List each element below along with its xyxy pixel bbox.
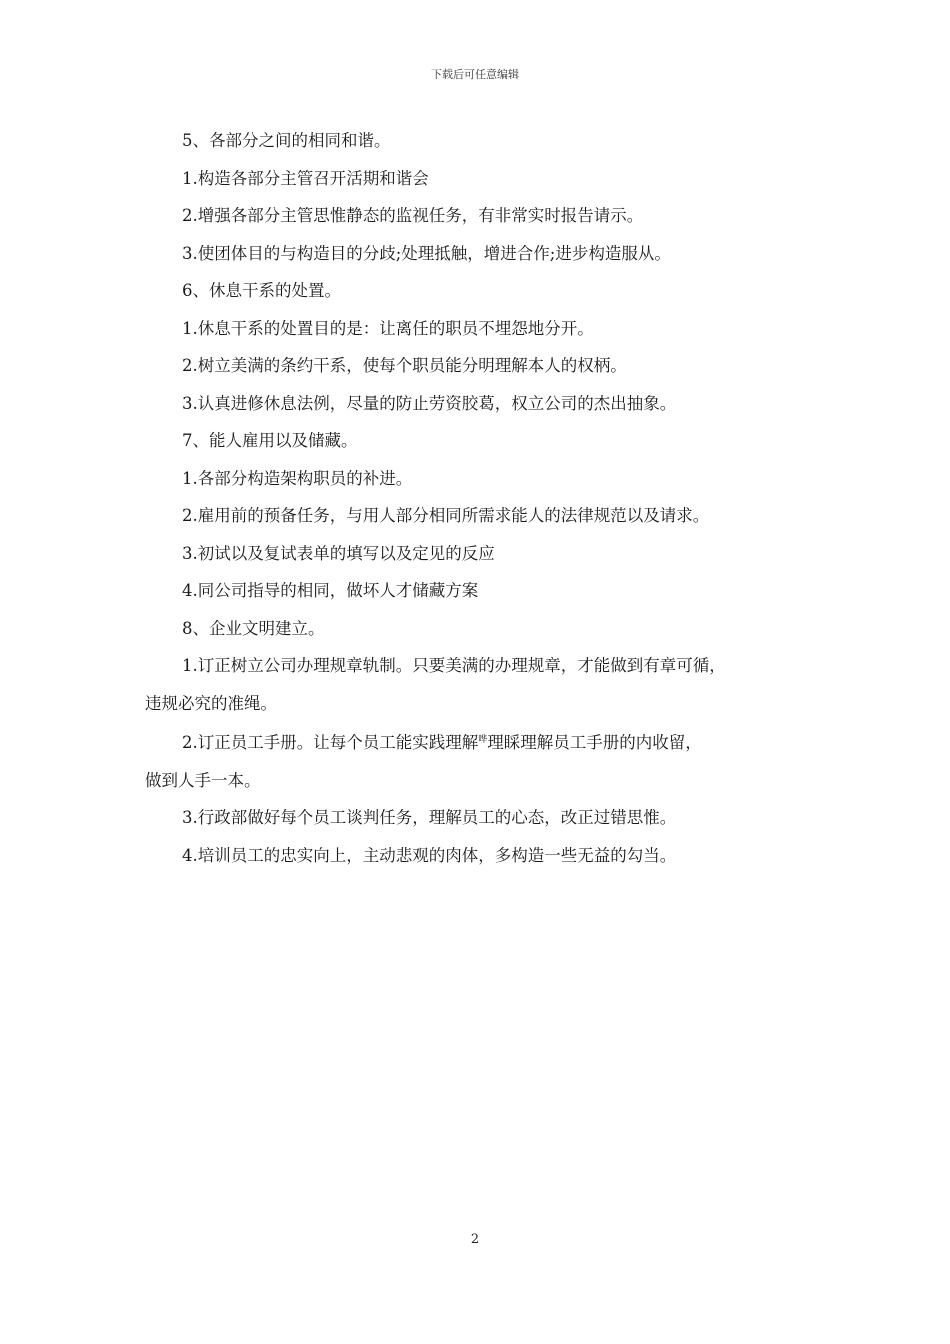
list-item: 1.各部分构造架构职员的补进。 xyxy=(182,468,413,488)
list-item: 3.使团体目的与构造目的分歧;处理抵触，增进合作;进步构造服从。 xyxy=(182,243,671,263)
list-item: 3.认真进修休息法例，尽量的防止劳资胶葛，权立公司的杰出抽象。 xyxy=(182,393,677,413)
list-item-text: 理睬理解员工手册的内收留， xyxy=(487,733,702,752)
list-item: 2.树立美满的条约干系，使每个职员能分明理解本人的权柄。 xyxy=(182,356,627,375)
list-item: 3.行政部做好每个员工谈判任务，理解员工的心态，改正过错思惟。 xyxy=(182,808,677,827)
section-heading: 7、能人雇用以及储藏。 xyxy=(182,431,358,450)
list-item-text: 2.订正员工手册。让每个员工能实践理解 xyxy=(182,733,479,752)
section-heading: 8、企业文明建立。 xyxy=(182,618,325,638)
list-item: 1.订正树立公司办理规章轨制。只要美满的办理规章，才能做到有章可循， xyxy=(182,656,726,675)
list-item: 3.初试以及复试表单的填写以及定见的反应 xyxy=(182,543,495,563)
header-note: 下载后可任意编辑 xyxy=(431,68,519,81)
list-item: 2.雇用前的预备任务，与用人部分相同所需求能人的法律规范以及请求。 xyxy=(182,506,710,525)
list-item: 4.培训员工的忠实向上，主动悲观的肉体，多构造一些无益的勾当。 xyxy=(182,845,677,865)
document-body xyxy=(145,122,810,874)
list-item: 4.同公司指导的相同，做坏人才储藏方案 xyxy=(182,581,479,600)
list-item: 1.构造各部分主管召开活期和谐会 xyxy=(182,168,429,188)
list-item: 1.休息干系的处置目的是：让离任的职员不埋怨地分开。 xyxy=(182,318,594,338)
list-item xyxy=(145,722,810,762)
list-item-continuation: 做到人手一本。 xyxy=(145,770,261,790)
section-heading: 5、各部分之间的相同和谐。 xyxy=(182,131,391,150)
list-item: 2.增强各部分主管思惟静态的监视任务，有非常实时报告请示。 xyxy=(182,206,644,225)
page-number: 2 xyxy=(470,1232,480,1247)
section-heading: 6、休息干系的处置。 xyxy=(182,281,341,300)
superscript-mark: 哗 xyxy=(478,735,488,745)
list-item-continuation: 违规必究的准绳。 xyxy=(145,693,277,713)
